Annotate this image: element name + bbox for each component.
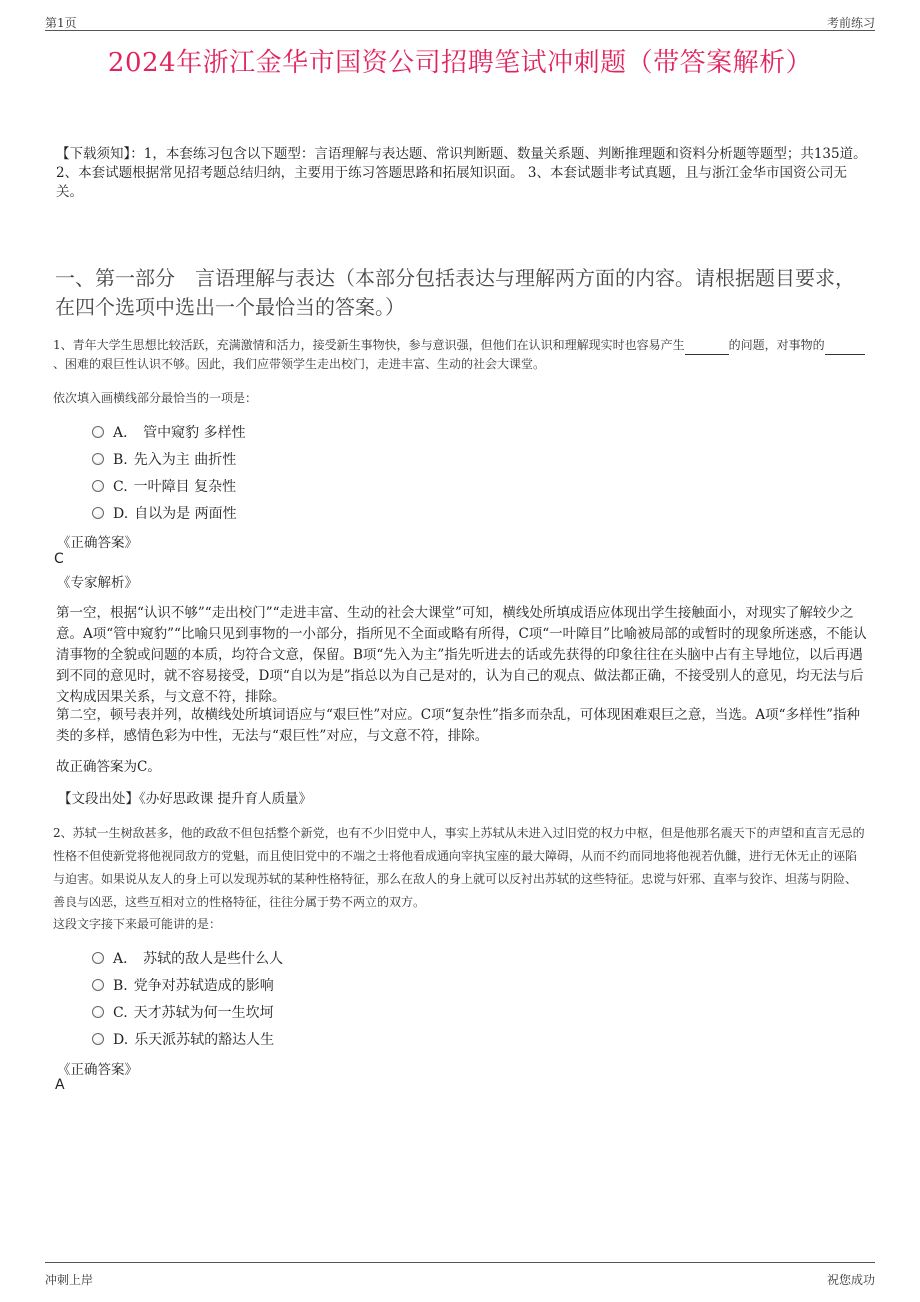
document-title: 2024年浙江金华市国资公司招聘笔试冲刺题（带答案解析）: [107, 48, 813, 78]
question-1-source: 【文段出处】《办好思政课 提升育人质量》: [58, 791, 313, 807]
radio-icon[interactable]: [92, 952, 104, 964]
question-1-analysis-label: 《专家解析》: [57, 575, 138, 591]
question-1-option-b[interactable]: [92, 449, 236, 469]
option-text: 天才苏轼为何一生坎坷: [133, 1005, 274, 1021]
option-letter: A．: [113, 425, 138, 441]
option-letter: C.: [113, 479, 128, 495]
question-1-answer: C: [54, 551, 64, 567]
question-1-conclusion: 故正确答案为C。: [56, 759, 161, 775]
question-1-option-a[interactable]: [92, 422, 246, 442]
question-1-text-part-a: 1、青年大学生思想比较活跃，充满激情和活力，接受新生事物快，参与意识强，但他们在认识和理解现实时也容易产生: [53, 338, 685, 352]
section-heading: 一、第一部分 言语理解与表达（本部分包括表达与理解两方面的内容。请根据题目要求，在四个选项中选出一个最恰当的答案。）: [55, 266, 855, 319]
question-2-answer-label: 《正确答案》: [57, 1062, 138, 1078]
question-1-analysis-paragraph-2: 第二空，顿号表并列，故横线处所填词语应与“艰巨性”对应。C项“复杂性”指多而杂乱，可体现困难艰巨之意，当选。A项“多样性”指种类的多样，感情色彩为中性，无法与“艰巨性”对应，与文意不符，排除。: [56, 707, 860, 744]
radio-icon[interactable]: [92, 453, 104, 465]
download-notice: 【下载须知】：1，本套练习包含以下题型：言语理解与表达题、常识判断题、数量关系题、判断推理题和资料分析题等题型；共135道。 2、本套试题根据常见招考题总结归纳，主要用于练习答题思路和拓展知识面。 3、本套试题非考试真题，且与浙江金华市国资公司无关。: [56, 146, 867, 200]
option-text: 先入为主 曲折性: [133, 452, 237, 468]
option-letter: D.: [113, 1032, 129, 1048]
option-text: 一叶障目 复杂性: [133, 479, 237, 495]
radio-icon[interactable]: [92, 1006, 104, 1018]
page-header: [45, 12, 875, 31]
radio-icon[interactable]: [92, 979, 104, 991]
question-2-option-a[interactable]: [92, 948, 283, 968]
question-1-text-part-b: 的问题，对事物的: [728, 338, 825, 352]
option-letter: D.: [113, 506, 129, 522]
question-2-option-c[interactable]: [92, 1002, 274, 1022]
option-letter: B.: [113, 978, 128, 994]
footer-left-label: 冲刺上岸: [45, 1273, 94, 1287]
fill-blank-2: [825, 336, 865, 355]
option-text: 管中窥豹 多样性: [143, 425, 246, 441]
option-text: 苏轼的敌人是些什么人: [143, 951, 284, 967]
question-1-text-part-c: 、困难的艰巨性认识不够。因此，我们应带领学生走出校门，走进丰富、生动的社会大课堂。: [53, 357, 546, 371]
question-1-option-d[interactable]: [92, 503, 237, 523]
fill-blank-1: [685, 336, 729, 355]
footer-right-label: 祝您成功: [826, 1273, 875, 1287]
question-1-text: [53, 336, 868, 373]
option-letter: C.: [113, 1005, 128, 1021]
page-number: 第1页: [45, 16, 77, 30]
radio-icon[interactable]: [92, 426, 104, 438]
page-footer: [45, 1262, 875, 1287]
question-2-text: 2、苏轼一生树敌甚多，他的政敌不但包括整个新党，也有不少旧党中人，事实上苏轼从未进入过旧党的权力中枢，但是他那名震天下的声望和直言无忌的性格不但使新党将他视同敌方的党魁，而且使旧党中的不端之士将他看成通向宰执宝座的最大障碍，从而不约而同地将他视若仇雠，进行无休无止的诬陷与迫害。如果说从友人的身上可以发现苏轼的某种性格特征，那么在敌人的身上就可以反衬出苏轼的这些特征。忠谠与奸邪、直率与狡诈、坦荡与阴险、善良与凶恶，这些互相对立的性格特征，往往分属于势不两立的双方。: [53, 826, 865, 909]
option-text: 党争对苏轼造成的影响: [133, 978, 274, 994]
option-letter: A．: [113, 951, 138, 967]
question-2-option-b[interactable]: [92, 975, 274, 995]
header-right-label: 考前练习: [826, 16, 875, 30]
question-1-answer-label: 《正确答案》: [57, 535, 138, 551]
option-text: 乐天派苏轼的豁达人生: [134, 1032, 275, 1048]
radio-icon[interactable]: [92, 1033, 104, 1045]
question-1-option-c[interactable]: [92, 476, 236, 496]
option-text: 自以为是 两面性: [134, 506, 237, 522]
question-2-answer: A: [55, 1077, 65, 1093]
option-letter: B.: [113, 452, 128, 468]
radio-icon[interactable]: [92, 480, 104, 492]
question-2-prompt: 这段文字接下来最可能讲的是：: [53, 917, 222, 931]
question-1-analysis-paragraph-1: 第一空，根据“认识不够”“走出校门”“走进丰富、生动的社会大课堂”可知，横线处所填成语应体现出学生接触面小，对现实了解较少之意。A项“管中窥豹”“比喻只见到事物的一小部分，指所见不全面或略有所得，C项“一叶障目”比喻被局部的或暂时的现象所迷惑，不能认清事物的全貌或问题的本质，均符合文意，保留。B项“先入为主”指先听进去的话或先获得的印象往往在头脑中占有主导地位，以后再遇到不同的意见时，就不容易接受，D项“自以为是”指总以为自己是对的，认为自己的观点、做法都正确，不接受别人的意见，均无法与后文构成因果关系，与文意不符，排除。: [56, 605, 867, 705]
radio-icon[interactable]: [92, 507, 104, 519]
question-1-prompt: 依次填入画横线部分最恰当的一项是：: [53, 391, 258, 405]
question-2-option-d[interactable]: [92, 1029, 274, 1049]
